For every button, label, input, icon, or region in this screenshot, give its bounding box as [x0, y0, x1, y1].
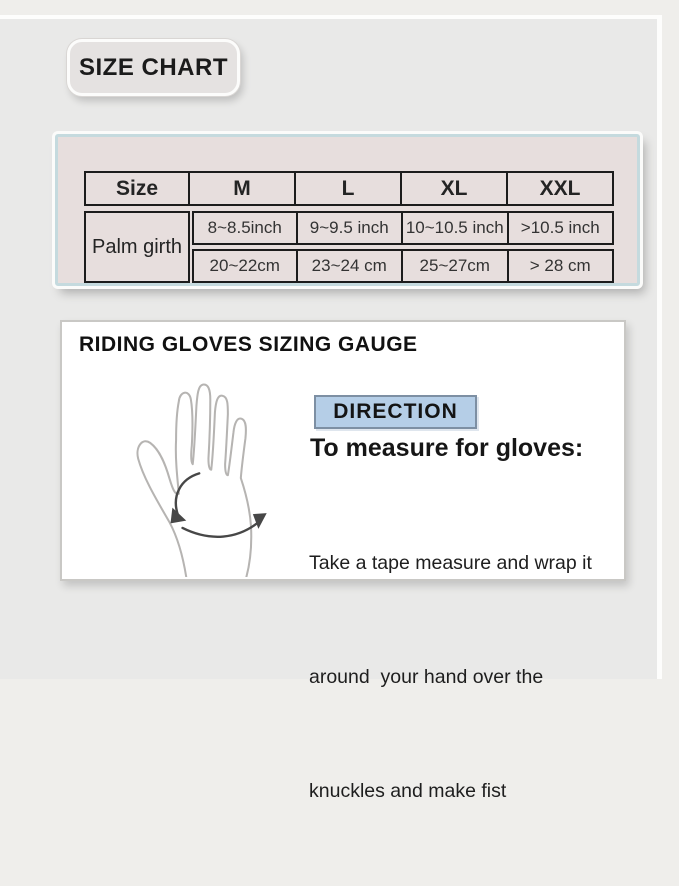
measure-subtitle: To measure for gloves: — [310, 434, 584, 462]
measure-arrow-palm — [183, 522, 260, 537]
size-table — [84, 171, 614, 283]
direction-label: DIRECTION — [333, 400, 458, 423]
column-header-size: Size — [84, 171, 190, 206]
column-header-m: M — [190, 171, 296, 206]
arrowhead-palm — [253, 513, 267, 529]
instruction-line-2: around your hand over the — [309, 666, 544, 688]
cell-m-inch: 8~8.5inch — [192, 211, 298, 245]
table-row-cm — [192, 249, 614, 283]
column-header-xxl: XXL — [508, 171, 614, 206]
sizing-gauge-panel — [60, 320, 626, 802]
hand-measure-illustration — [114, 355, 314, 577]
size-table-body — [84, 211, 614, 283]
size-value-rows — [192, 211, 614, 283]
cell-xxl-cm: > 28 cm — [509, 249, 615, 283]
instruction-line-1: Take a tape measure and wrap it — [309, 552, 592, 574]
column-header-xl: XL — [402, 171, 508, 206]
size-chart-badge — [67, 39, 240, 96]
sizing-gauge-title: RIDING GLOVES SIZING GAUGE — [79, 333, 418, 356]
instruction-line-3: knuckles and make fist — [309, 780, 507, 802]
arrowhead-thumb — [171, 508, 187, 524]
row-label-palm-girth: Palm girth — [84, 211, 190, 283]
cell-l-inch: 9~9.5 inch — [298, 211, 404, 245]
size-table-header-row — [84, 171, 614, 206]
cell-xl-inch: 10~10.5 inch — [403, 211, 509, 245]
size-table-panel — [55, 134, 640, 286]
hand-outline — [137, 385, 251, 577]
cell-l-cm: 23~24 cm — [298, 249, 404, 283]
cell-m-cm: 20~22cm — [192, 249, 298, 283]
column-header-l: L — [296, 171, 402, 206]
table-row-inches — [192, 211, 614, 245]
cell-xxl-inch: >10.5 inch — [509, 211, 615, 245]
cell-xl-cm: 25~27cm — [403, 249, 509, 283]
size-chart-badge-label: SIZE CHART — [79, 53, 228, 81]
direction-highlight — [314, 395, 477, 429]
measure-instructions — [309, 468, 592, 886]
